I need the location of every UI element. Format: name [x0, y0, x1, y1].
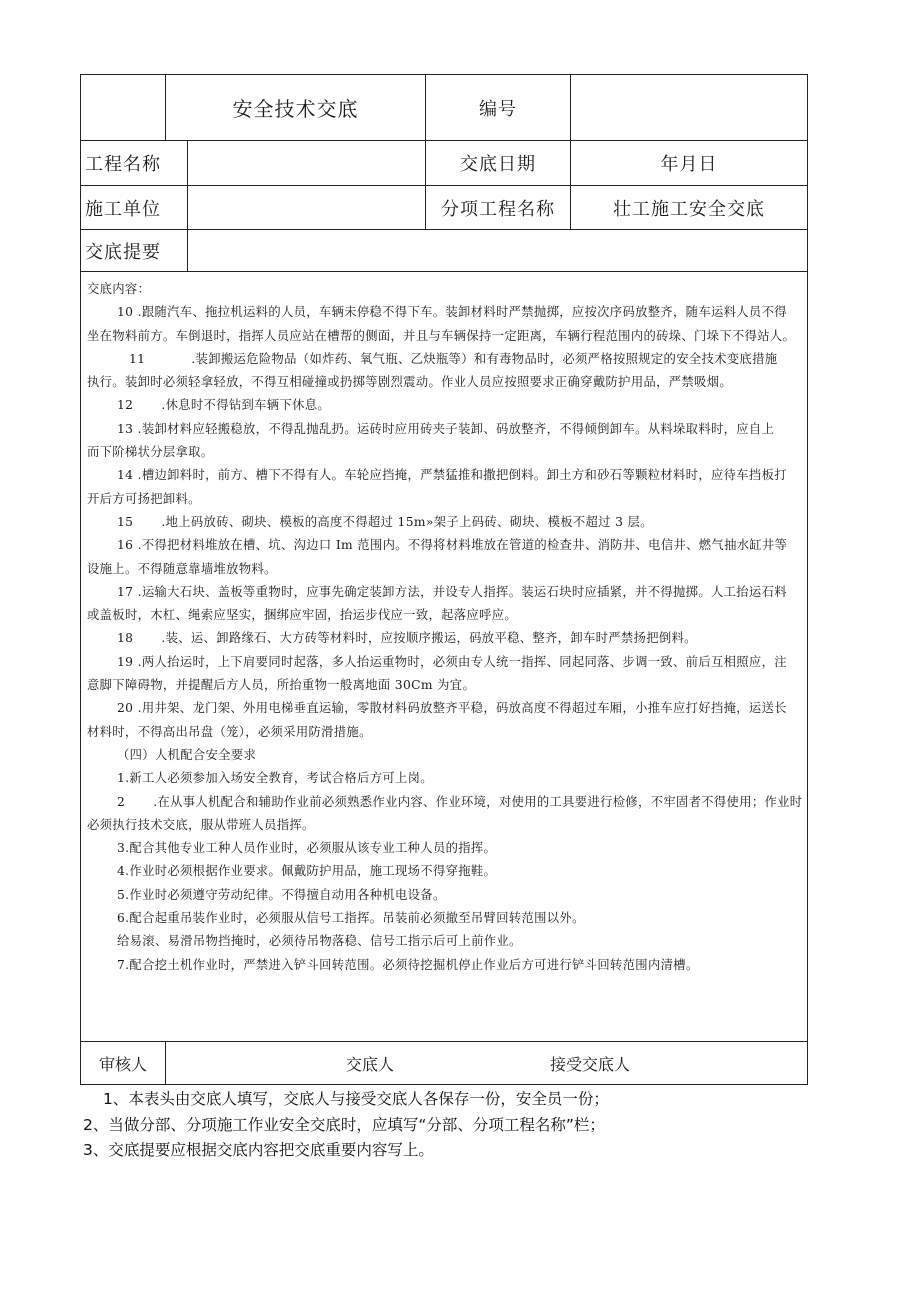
item-16-line-2: 设施上。不得随意靠墙堆放物料。: [87, 561, 277, 576]
item-18-number: 18: [117, 631, 134, 646]
note-2: 2、当做分部、分项施工作业安全交底时，应填写“分部、分项工程名称”栏；: [83, 1115, 605, 1134]
row-divider-5: [80, 1041, 808, 1042]
receiver-label: 接受交底人: [549, 1054, 630, 1074]
date-label: 交底日期: [460, 154, 536, 175]
req-2-text: .在从事人机配合和辅助作业前必须熟悉作业内容、作业环境，对使用的工具要进行检修，不牢固者不得使用；作业时: [153, 794, 803, 809]
item-13-line-1: 13 .装卸材料应轻搬稳放，不得乱抛乱扔。运砖时应用砖夹子装卸、码放整齐，不得倾倒卸车。从料垛取料时，应自上: [117, 421, 775, 436]
subproject-field[interactable]: 壮工施工安全交底: [613, 198, 765, 220]
discloser-label: 交底人: [345, 1054, 394, 1074]
form-title: 安全技术交底: [232, 97, 359, 121]
number-value[interactable]: [571, 75, 807, 140]
item-11-number: 11: [129, 351, 146, 366]
subproject-label: 分项工程名称: [441, 198, 555, 220]
item-14-line-2: 开后方可扬把卸料。: [87, 491, 201, 506]
item-16-line-1: 16 .不得把材料堆放在槽、坑、沟边口 Im 范围内。不得将材料堆放在管道的检查井、消防井、电信井、燃气抽水缸井等: [117, 538, 788, 553]
item-14-line-1: 14 .槽边卸料时，前方、槽下不得有人。车轮应挡掩，严禁猛推和撒把倒料。卸土方和砂石等颗粒材料时，应待车挡板打: [117, 468, 787, 483]
req-2-number: 2: [117, 794, 126, 809]
item-19-line-2: 意脚下障碍物，并提醒后方人员，所抬重物一般离地面 30Cm 为宜。: [87, 678, 476, 693]
disclosure-content: [87, 278, 805, 977]
req-3: 3.配合其他专业工种人员作业时，必须服从该专业工种人员的指挥。: [117, 841, 497, 856]
item-12: [87, 394, 805, 417]
table-border-right: [807, 74, 808, 1085]
item-13-line-2: 而下阶梯状分层拿取。: [87, 445, 214, 460]
item-12-number: 12: [117, 398, 134, 413]
item-17-line-2: 或盖板时，木杠、绳索应坚实，捆绑应牢固，抬运步伐应一致，起落应呼应。: [87, 608, 517, 623]
reviewer-label: 审核人: [98, 1054, 147, 1074]
project-name-field[interactable]: [188, 141, 425, 185]
form-notes: [83, 1087, 883, 1164]
req-1: 1.新工人必须参加入场安全教育，考试合格后方可上岗。: [117, 771, 433, 786]
req-5: 5.作业时必须遵守劳动纪律。不得擅自动用各种机电设备。: [117, 887, 446, 902]
summary-label: 交底提要: [85, 241, 161, 263]
col-divider-footer-1: [165, 1041, 166, 1085]
content-heading: 交底内容：: [87, 282, 151, 296]
section-4-heading: （四）人机配合安全要求: [117, 747, 257, 762]
item-11-line-2: 执行。装卸时必须轻拿轻放，不得互相碰撞或扔掷等剧烈震动。作业人员应按照要求正确穿戴防护用品，严禁吸烟。: [87, 375, 732, 390]
note-1: 1、本表头由交底人填写，交底人与接受交底人各保存一份，安全员一份；: [103, 1090, 609, 1108]
item-20-line-2: 材料时，不得高出吊盘（笼），必须采用防滑措施。: [87, 724, 372, 739]
item-10-line-2: 坐在物料前方。车倒退时，指挥人员应站在槽帮的侧面，并且与车辆保持一定距离，车辆行程范围内的砖垛、门垛下不得站人。: [87, 328, 796, 343]
summary-field[interactable]: [188, 230, 807, 271]
item-17-line-1: 17 .运输大石块、盖板等重物时，应事先确定装卸方法，并设专人指挥。装运石块时应插紧，并不得抛掷。人工抬运石料: [117, 584, 787, 599]
item-10-line-1: 10 .跟随汽车、拖拉机运料的人员，车辆未停稳不得下车。装卸材料时严禁抛掷，应按次序码放整齐，随车运料人员不得: [117, 305, 787, 320]
req-2-line-1: [87, 791, 805, 814]
item-20-line-1: 20 .用井架、龙门架、外用电梯垂直运输，零散材料码放整齐平稳，码放高度不得超过车厢，小推车应打好挡掩，运送长: [117, 701, 787, 716]
row-divider-4: [80, 271, 808, 272]
item-11-line-1: [87, 348, 805, 371]
item-19-line-1: 19 .两人抬运时，上下肩要同时起落，多人抬运重物时，必须由专人统一指挥、同起同落、步调一致、前后互相照应，注: [117, 654, 787, 669]
project-name-label: 工程名称: [85, 154, 161, 175]
req-6-continued: 给易滚、易滑吊物挡掩时，必须待吊物落稳、信号工指示后可上前作业。: [117, 934, 522, 949]
table-border-bottom: [80, 1084, 808, 1085]
item-15: [87, 511, 805, 534]
item-11-text: .装卸搬运危险物品（如炸药、氧气瓶、乙炔瓶等）和有毒物品时，必须严格按照规定的安全技术变底措施: [191, 351, 778, 366]
item-15-number: 15: [117, 514, 134, 529]
req-4: 4.作业时必须根据作业要求。佩戴防护用品，施工现场不得穿拖鞋。: [117, 864, 497, 879]
date-field[interactable]: 年月日: [660, 154, 718, 175]
item-18: [87, 627, 805, 650]
item-15-text: .地上码放砖、砌块、模板的高度不得超过 15m»架子上码砖、砌块、模板不超过 3 层。: [161, 514, 653, 529]
req-6: 6.配合起重吊装作业时，必须服从信号工指挥。吊装前必须撤至吊臂回转范围以外。: [117, 911, 585, 926]
req-7: 7.配合挖土机作业时，严禁进入铲斗回转范围。必须待挖掘机停止作业后方可进行铲斗回转范围内清槽。: [117, 957, 699, 972]
req-2-line-2: 必须执行技术交底，服从带班人员指挥。: [87, 817, 315, 832]
item-12-text: .休息时不得钻到车辆下休息。: [161, 398, 331, 413]
note-3: 3、交底提要应根据交底内容把交底重要内容写上。: [83, 1141, 434, 1159]
number-label: 编号: [479, 98, 517, 120]
item-18-text: .装、运、卸路缘石、大方砖等材料时，应按顺序搬运，码放平稳、整齐，卸车时严禁扬把倒料。: [161, 631, 697, 646]
construction-unit-field[interactable]: [188, 186, 425, 229]
construction-unit-label: 施工单位: [85, 198, 161, 220]
